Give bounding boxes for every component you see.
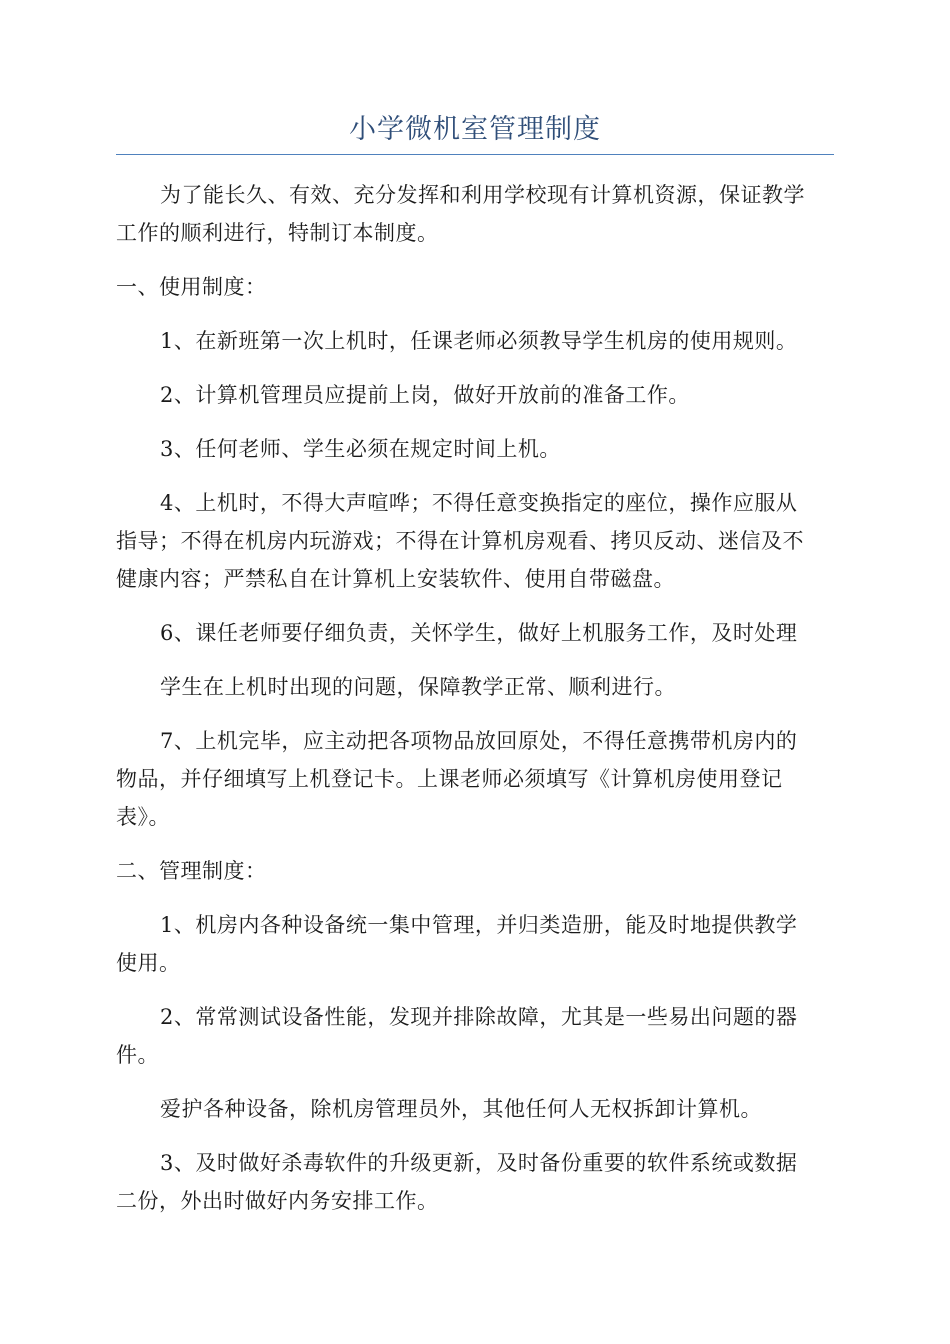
text-line: 表》。 — [116, 805, 170, 829]
text-line: 二份，外出时做好内务安排工作。 — [116, 1189, 439, 1213]
text-line: 2、常常测试设备性能，发现并排除故障，尤其是一些易出问题的器 — [160, 1005, 798, 1029]
usage-item-1 — [116, 322, 834, 360]
section-heading-usage: 一、使用制度： — [116, 275, 267, 299]
text-line: 3、及时做好杀毒软件的升级更新，及时备份重要的软件系统或数据 — [160, 1151, 798, 1175]
title-underline — [116, 154, 834, 155]
usage-item-4 — [116, 484, 834, 598]
text-line: 件。 — [116, 1043, 159, 1067]
document-title: 小学微机室管理制度 — [349, 114, 601, 145]
text-line: 工作的顺利进行，特制订本制度。 — [116, 221, 439, 245]
text-line: 物品，并仔细填写上机登记卡。上课老师必须填写《计算机房使用登记 — [116, 767, 783, 791]
text-line: 6、课任老师要仔细负责，关怀学生，做好上机服务工作，及时处理 — [160, 621, 798, 645]
text-line: 为了能长久、有效、充分发挥和利用学校现有计算机资源，保证教学 — [160, 183, 805, 207]
text-line: 爱护各种设备，除机房管理员外，其他任何人无权拆卸计算机。 — [160, 1097, 762, 1121]
text-line: 1、在新班第一次上机时，任课老师必须教导学生机房的使用规则。 — [160, 329, 798, 353]
text-line: 4、上机时，不得大声喧哗；不得任意变换指定的座位，操作应服从 — [160, 491, 798, 515]
text-line: 学生在上机时出现的问题，保障教学正常、顺利进行。 — [160, 675, 676, 699]
text-line: 7、上机完毕，应主动把各项物品放回原处，不得任意携带机房内的 — [160, 729, 798, 753]
usage-item-6-continued — [116, 668, 834, 706]
usage-item-3 — [116, 430, 834, 468]
management-item-3 — [116, 1144, 834, 1220]
text-line: 指导；不得在机房内玩游戏；不得在计算机房观看、拷贝反动、迷信及不 — [116, 529, 804, 553]
management-item-2 — [116, 998, 834, 1074]
management-item-1 — [116, 906, 834, 982]
text-line: 3、任何老师、学生必须在规定时间上机。 — [160, 437, 561, 461]
text-line: 健康内容；严禁私自在计算机上安装软件、使用自带磁盘。 — [116, 567, 675, 591]
text-line: 使用。 — [116, 951, 181, 975]
section-heading-management: 二、管理制度： — [116, 859, 267, 883]
text-line: 1、机房内各种设备统一集中管理，并归类造册，能及时地提供教学 — [160, 913, 798, 937]
usage-item-2 — [116, 376, 834, 414]
intro-paragraph — [116, 176, 834, 252]
text-line: 2、计算机管理员应提前上岗，做好开放前的准备工作。 — [160, 383, 690, 407]
usage-item-7 — [116, 722, 834, 836]
management-note — [116, 1090, 834, 1128]
usage-item-6 — [116, 614, 834, 652]
